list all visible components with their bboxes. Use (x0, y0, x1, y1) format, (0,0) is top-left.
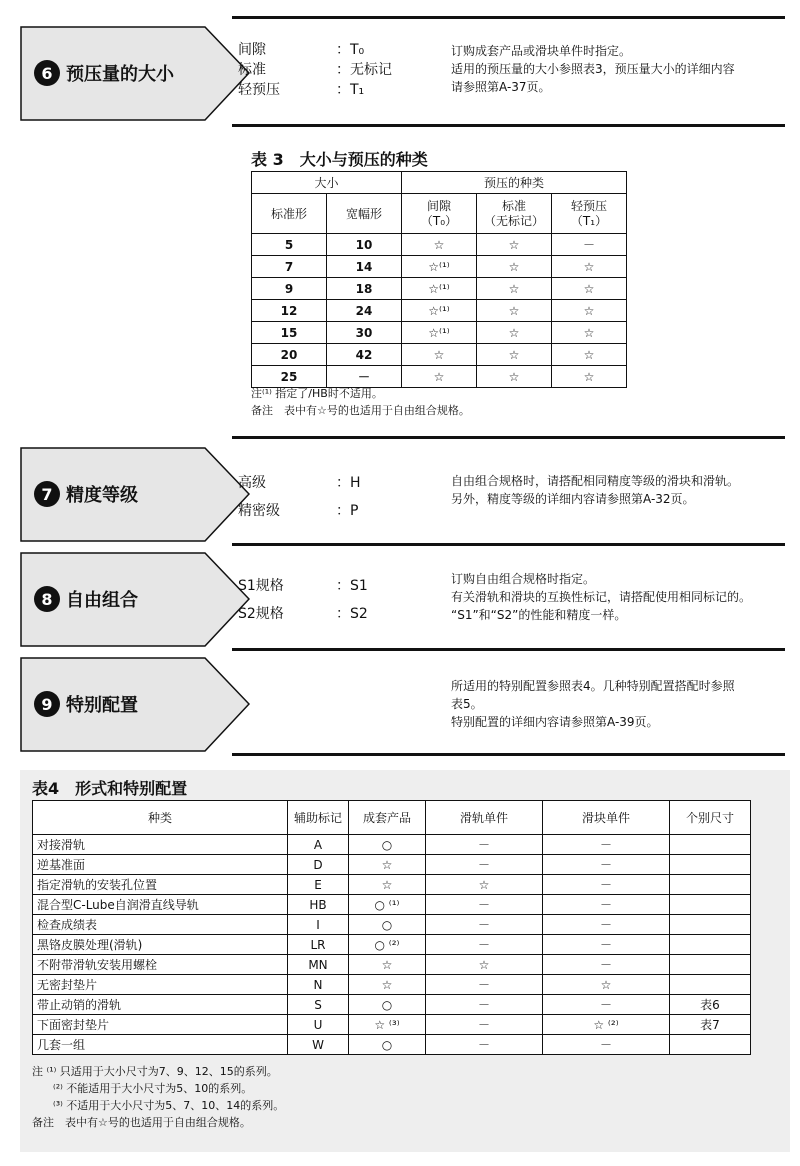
cell-mark: A (288, 835, 349, 855)
note-line: 备注 表中有☆号的也适用于自由组合规格。 (251, 404, 470, 417)
section-divider (232, 16, 785, 19)
table-row (33, 955, 751, 975)
cell-set: ○ (349, 835, 426, 855)
section-7-tab (20, 447, 250, 542)
colon: ： (336, 606, 350, 622)
cell-size (670, 915, 751, 935)
cell-block: － (543, 915, 670, 935)
header-mark: 辅助标记 (288, 801, 349, 835)
cell-set: ○ (349, 1035, 426, 1055)
section-divider (232, 648, 785, 651)
section-description (451, 42, 791, 96)
cell-block: － (543, 855, 670, 875)
cell-std: 15 (252, 322, 327, 344)
option-name: 间隙 (238, 42, 266, 58)
note-line: 备注 表中有☆号的也适用于自由组合规格。 (32, 1116, 251, 1129)
table3-notes (251, 385, 470, 419)
section-8-tab (20, 552, 250, 647)
option-code: P (350, 503, 359, 519)
section-title: 精度等级 (66, 485, 138, 506)
header-norm-code: （无标记） (483, 213, 544, 228)
cell-rail: ☆ (426, 955, 543, 975)
cell-size (670, 955, 751, 975)
cell-set: ○ (349, 995, 426, 1015)
header-preload: 预压的种类 (402, 172, 627, 194)
note-line: ⁽²⁾ 不能适用于大小尺寸为5、10的系列。 (53, 1082, 253, 1095)
cell-type: 不附带滑轨安装用螺栓 (33, 955, 288, 975)
cell-block: ☆ ⁽²⁾ (543, 1015, 670, 1035)
cell-block: － (543, 995, 670, 1015)
cell-set: ☆ (349, 875, 426, 895)
option-code: H (350, 475, 361, 491)
header-size: 个别尺寸 (670, 801, 751, 835)
header-light-code: （T₁） (570, 213, 608, 228)
header-rail: 滑轨单件 (426, 801, 543, 835)
table3 (251, 171, 627, 388)
desc-line: 特别配置的详细内容请参照第A-39页。 (451, 715, 659, 729)
cell-wide: 14 (327, 256, 402, 278)
cell-type: 对接滑轨 (33, 835, 288, 855)
table-row (33, 895, 751, 915)
desc-line: 请参照第A-37页。 (451, 80, 551, 94)
section-divider (232, 543, 785, 546)
cell-set: ☆ (349, 975, 426, 995)
header-light (552, 194, 627, 234)
cell-block: － (543, 955, 670, 975)
table-row (252, 322, 627, 344)
cell-gap: ☆⁽¹⁾ (402, 278, 477, 300)
cell-light: ☆ (552, 322, 627, 344)
cell-set: ○ ⁽¹⁾ (349, 895, 426, 915)
header-set: 成套产品 (349, 801, 426, 835)
cell-rail: － (426, 935, 543, 955)
cell-norm: ☆ (477, 234, 552, 256)
cell-norm: ☆ (477, 366, 552, 388)
option-name: 标准 (238, 62, 266, 78)
cell-set: ☆ ⁽³⁾ (349, 1015, 426, 1035)
cell-block: － (543, 835, 670, 855)
desc-line: 表5。 (451, 697, 483, 711)
cell-gap: ☆ (402, 344, 477, 366)
cell-rail: － (426, 995, 543, 1015)
cell-light: ☆ (552, 278, 627, 300)
header-wide: 宽幅形 (327, 194, 402, 234)
cell-mark: I (288, 915, 349, 935)
table3-caption: 表 3 大小与预压的种类 (251, 150, 428, 169)
table-row (33, 935, 751, 955)
cell-rail: － (426, 975, 543, 995)
cell-light: ☆ (552, 366, 627, 388)
section-description (451, 570, 791, 624)
colon: ： (336, 475, 350, 491)
header-gap-code: （T₀） (420, 213, 458, 228)
note-line: 注 ⁽¹⁾ 只适用于大小尺寸为7、9、12、15的系列。 (32, 1065, 278, 1078)
cell-wide: 10 (327, 234, 402, 256)
cell-gap: ☆⁽¹⁾ (402, 322, 477, 344)
header-gap-label: 间隙 (426, 198, 451, 213)
table-row (252, 344, 627, 366)
section-description (451, 472, 791, 508)
table4-caption: 表4 形式和特别配置 (32, 779, 188, 798)
option-name: S1规格 (238, 578, 284, 594)
cell-mark: U (288, 1015, 349, 1035)
cell-light: ☆ (552, 256, 627, 278)
section-divider (232, 436, 785, 439)
table-row (33, 855, 751, 875)
header-norm-label: 标准 (501, 198, 526, 213)
cell-std: 7 (252, 256, 327, 278)
cell-rail: － (426, 1035, 543, 1055)
table4-notes (32, 1063, 284, 1131)
section-title: 特别配置 (66, 695, 138, 716)
cell-type: 无密封垫片 (33, 975, 288, 995)
desc-line: 有关滑轨和滑块的互换性标记，请搭配使用相同标记的。 (451, 590, 752, 604)
cell-mark: S (288, 995, 349, 1015)
option-list (238, 40, 392, 100)
cell-std: 25 (252, 366, 327, 388)
section-number: 6 (34, 60, 60, 86)
option-code: S1 (350, 578, 368, 594)
cell-norm: ☆ (477, 300, 552, 322)
section-number: 9 (34, 691, 60, 717)
colon: ： (336, 578, 350, 594)
section-divider (232, 753, 785, 756)
option-name: 高级 (238, 475, 266, 491)
cell-block: － (543, 935, 670, 955)
cell-size (670, 875, 751, 895)
cell-set: ☆ (349, 955, 426, 975)
section-title: 自由组合 (66, 590, 138, 611)
cell-rail: － (426, 1015, 543, 1035)
colon: ： (336, 503, 350, 519)
section-title: 预压量的大小 (66, 64, 174, 85)
section-9-tab (20, 657, 250, 752)
cell-block: － (543, 1035, 670, 1055)
cell-light: － (552, 234, 627, 256)
cell-block: － (543, 875, 670, 895)
cell-size (670, 855, 751, 875)
note-line: 注⁽¹⁾ 指定了/HB时不适用。 (251, 387, 383, 400)
cell-type: 黑铬皮膜处理(滑轨) (33, 935, 288, 955)
cell-set: ☆ (349, 855, 426, 875)
cell-rail: － (426, 895, 543, 915)
table-row (33, 915, 751, 935)
cell-norm: ☆ (477, 256, 552, 278)
header-size: 大小 (252, 172, 402, 194)
cell-mark: D (288, 855, 349, 875)
table-row (33, 875, 751, 895)
table-row (33, 995, 751, 1015)
table-row (33, 975, 751, 995)
cell-type: 带止动销的滑轨 (33, 995, 288, 1015)
cell-wide: 30 (327, 322, 402, 344)
desc-line: 订购自由组合规格时指定。 (451, 572, 596, 586)
header-light-label: 轻预压 (570, 198, 607, 213)
cell-block: ☆ (543, 975, 670, 995)
colon: ： (336, 62, 350, 78)
section-divider (232, 124, 785, 127)
cell-rail: － (426, 835, 543, 855)
cell-type: 指定滑轨的安装孔位置 (33, 875, 288, 895)
cell-light: ☆ (552, 300, 627, 322)
option-list (238, 572, 368, 628)
cell-size (670, 895, 751, 915)
desc-line: 订购成套产品或滑块单件时指定。 (451, 44, 632, 58)
header-norm (477, 194, 552, 234)
cell-std: 5 (252, 234, 327, 256)
cell-mark: E (288, 875, 349, 895)
cell-size (670, 975, 751, 995)
option-code: T₀ (350, 42, 365, 58)
cell-wide: － (327, 366, 402, 388)
cell-gap: ☆⁽¹⁾ (402, 300, 477, 322)
cell-std: 9 (252, 278, 327, 300)
option-code: S2 (350, 606, 368, 622)
table-row (33, 1035, 751, 1055)
cell-type: 混合型C-Lube自润滑直线导轨 (33, 895, 288, 915)
cell-size: 表7 (670, 1015, 751, 1035)
cell-rail: － (426, 915, 543, 935)
option-name: S2规格 (238, 606, 284, 622)
table-row (252, 256, 627, 278)
cell-type: 几套一组 (33, 1035, 288, 1055)
cell-rail: － (426, 855, 543, 875)
cell-type: 逆基准面 (33, 855, 288, 875)
colon: ： (336, 82, 350, 98)
option-name: 精密级 (238, 503, 280, 519)
table-row (33, 1015, 751, 1035)
cell-size (670, 935, 751, 955)
cell-mark: HB (288, 895, 349, 915)
desc-line: 所适用的特别配置参照表4。几种特别配置搭配时参照 (451, 679, 735, 693)
cell-mark: LR (288, 935, 349, 955)
section-number: 7 (34, 481, 60, 507)
option-code: 无标记 (350, 62, 392, 78)
cell-norm: ☆ (477, 278, 552, 300)
cell-std: 20 (252, 344, 327, 366)
table-row (33, 835, 751, 855)
cell-size (670, 1035, 751, 1055)
header-type: 种类 (33, 801, 288, 835)
cell-gap: ☆⁽¹⁾ (402, 256, 477, 278)
option-name: 轻预压 (238, 82, 280, 98)
header-block: 滑块单件 (543, 801, 670, 835)
cell-std: 12 (252, 300, 327, 322)
section-description (451, 677, 791, 731)
header-gap (402, 194, 477, 234)
cell-norm: ☆ (477, 322, 552, 344)
section-6-tab (20, 26, 250, 121)
cell-set: ○ (349, 915, 426, 935)
section-number: 8 (34, 586, 60, 612)
cell-light: ☆ (552, 344, 627, 366)
cell-gap: ☆ (402, 366, 477, 388)
cell-block: － (543, 895, 670, 915)
cell-rail: ☆ (426, 875, 543, 895)
cell-size (670, 835, 751, 855)
cell-gap: ☆ (402, 234, 477, 256)
cell-mark: N (288, 975, 349, 995)
cell-type: 检查成绩表 (33, 915, 288, 935)
table4 (32, 800, 751, 1055)
cell-norm: ☆ (477, 344, 552, 366)
cell-type: 下面密封垫片 (33, 1015, 288, 1035)
cell-wide: 18 (327, 278, 402, 300)
desc-line: 自由组合规格时，请搭配相同精度等级的滑块和滑轨。 (451, 474, 740, 488)
cell-set: ○ ⁽²⁾ (349, 935, 426, 955)
cell-wide: 42 (327, 344, 402, 366)
cell-wide: 24 (327, 300, 402, 322)
table-row (252, 300, 627, 322)
option-list (238, 469, 361, 525)
option-code: T₁ (350, 82, 365, 98)
note-line: ⁽³⁾ 不适用于大小尺寸为5、7、10、14的系列。 (53, 1099, 285, 1112)
table-row (252, 278, 627, 300)
table-row (252, 234, 627, 256)
desc-line: 适用的预压量的大小参照表3，预压量大小的详细内容 (451, 62, 735, 76)
cell-mark: W (288, 1035, 349, 1055)
cell-size: 表6 (670, 995, 751, 1015)
desc-line: 另外，精度等级的详细内容请参照第A-32页。 (451, 492, 695, 506)
header-std: 标准形 (252, 194, 327, 234)
colon: ： (336, 42, 350, 58)
desc-line: “S1”和“S2”的性能和精度一样。 (451, 608, 627, 622)
cell-mark: MN (288, 955, 349, 975)
